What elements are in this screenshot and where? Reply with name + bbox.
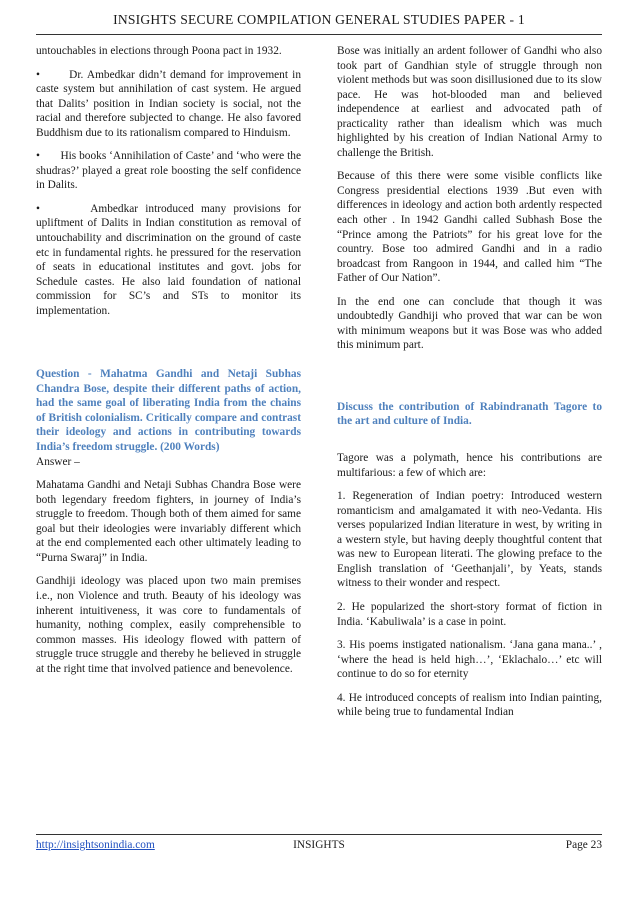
answer-label: Answer – [36, 455, 80, 468]
left-paragraph-intro: Mahatama Gandhi and Netaji Subhas Chandra Bose were both legendary freedom fighters, in journey of India’s struggle to freedom. Though both of them aimed for same goal but their ideologies were invariably different which at the end complemented each other ultimately leading to “Purna Swaraj” in India. [36, 479, 301, 564]
question-gandhi-bose: Question - Mahatma Gandhi and Netaji Subhas Chandra Bose, despite their different paths of action, had the same goal of liberating India from the chains of British colonialism. Critically compare and contrast their ideology and actions in contributing towards India’s freedom struggle. (200 Words) [36, 368, 301, 454]
header-divider [36, 34, 602, 35]
right-point-4: 4. He introduced concepts of realism into Indian painting, while being true to fundamental Indian [337, 691, 602, 719]
question-tagore: Discuss the contribution of Rabindranath Tagore to the art and culture of India. [337, 400, 602, 428]
footer-center-label: INSIGHTS [293, 839, 345, 851]
right-point-3: 3. His poems instigated nationalism. ‘Jana gana mana..’ , ‘where the head is held high…’, ‘Eklachalo…’ etc will continue to do so for eternity [337, 639, 602, 681]
right-paragraph-conflicts: Because of this there were some visible conflicts like Congress presidential elections 1939 .But even with differences in ideology and action both ardently respected each other . In 1942 Gandhi called Subhash Bose the “Prince among the Patriots” for his great love for the country. Bose too admired Gandhi and in a radio broadcast from Rangoon in 1944, and called him “The Father of Our Nation”. [337, 170, 602, 285]
left-column [36, 44, 301, 685]
right-column [337, 44, 602, 729]
left-bullet-ambedkar-caste: • Dr. Ambedkar didn’t demand for improvement in caste system but annihilation of cast system. He argued that Dalits’ position in Indian society is social, not the racial and therefore subjected to change. He also favored Buddhism due to its rationalism compared to Hinduism. [36, 68, 301, 139]
right-paragraph-bose: Bose was initially an ardent follower of Gandhi who also took part of Gandhian style of struggle through non violent methods but was soon disillusioned due to its slow pace. He was hot-blooded man and believed independence at earliest and advocated path of practicality rather than idealism which was much highlighted by his creation of Indian National Army to challenge the British. [337, 45, 602, 159]
right-paragraph-conclusion: In the end one can conclude that though it was undoubtedly Gandhiji who proved that war can be won with minimum weapons but it was Bose was who added this minimum part. [337, 295, 602, 352]
right-paragraph-tagore-intro: Tagore was a polymath, hence his contributions are multifarious: a few of which are: [337, 452, 602, 479]
left-bullet-provisions: • Ambedkar introduced many provisions for upliftment of Dalits in Indian constitution as removal of untouchability and discrimination on the ground of caste etc in fundamental rights. he pressured for the reservation of seats in educational institutes and govt. jobs for Schedule castes. He also laid foundation of national commission for SC’s and STs to monitor its implementation. [36, 202, 301, 317]
left-bullet-books: • His books ‘Annihilation of Caste’ and ‘who were the shudras?’ played a great role boosting the self confidence in Dalits. [36, 150, 301, 192]
page-header-title: INSIGHTS SECURE COMPILATION GENERAL STUDIES PAPER - 1 [113, 12, 525, 27]
footer-divider [36, 834, 602, 835]
left-paragraph-1: untouchables in elections through Poona pact in 1932. [36, 45, 282, 57]
left-paragraph-gandhi-ideology: Gandhiji ideology was placed upon two main premises i.e., non Violence and truth. Beauty of his ideology was inherent intuitiveness, it was core to fundamentals of humanity, nothing complex, easily comprehensible to common masses. His ideology flowed with pattern of struggle truce struggle and thereby he believed in struggle at the right time that involved patience and benevolence. [36, 575, 301, 675]
right-point-1: 1. Regeneration of Indian poetry: Introduced western romanticism and amalgamated it with neo-Vedanta. His verses popularized Indian literature in west, by writing in a western style, but having deeply thoughtful content that was new to European literati. The glowing preface to the English translation of ‘Geethanjali’, by Yeats, stands witness to their wonder and respect. [337, 490, 602, 590]
page-footer [36, 839, 602, 855]
right-point-2: 2. He popularized the short-story format of fiction in India. ‘Kabuliwala’ is a case in point. [337, 600, 602, 628]
footer-website-link[interactable]: http://insightsonindia.com [36, 839, 155, 851]
footer-page-number: Page 23 [565, 839, 602, 851]
